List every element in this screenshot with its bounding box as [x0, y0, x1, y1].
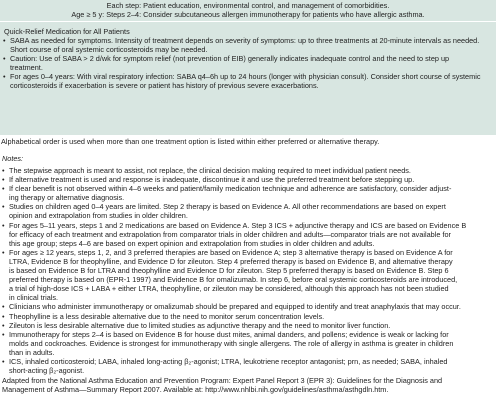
note-line: in clinical trials. — [9, 293, 59, 303]
note-line: • Theophylline is a less desirable alternative due to the need to monitor serum concentration levels. — [9, 311, 325, 321]
quick-relief-item — [0, 36, 496, 54]
citation-line: Management of Asthma—Summary Report 2007. Available at: http://www.nhlbi.nih.gov/guidelines/asthma/asthgdln.htm. — [2, 385, 389, 395]
note-line: • Clinicians who administer immunotherapy or omalizumab should be prepared and equipped to identify and treat anaphylaxis that may occur. — [9, 302, 461, 312]
note-line: opinion and extrapolation from studies in older children. — [9, 211, 188, 221]
note-line: for efficacy of each treatment and extrapolation from comparator trials in older children and adults—comparator trials are not available for — [9, 229, 451, 239]
note-line: than in adults. — [9, 347, 55, 357]
note-item — [1, 302, 496, 311]
note-line: • Studies on children aged 0–4 years are limited. Step 2 therapy is based on Evidence A. All other recommendations are based on expert — [9, 202, 446, 212]
note-item — [1, 166, 496, 175]
note-line: • ICS, inhaled corticosteroid; LABA, inhaled long-acting β₂-agonist; LTRA, leukotriene receptor antagonist; prn, as needed; SABA, inhaled — [9, 356, 448, 366]
note-line: is based on Evidence B for LTRA and theophylline and Evidence D for zileuton. Step 5 preferred therapy is based on Evidence B. Step 6 — [9, 266, 449, 276]
note-line: • Zileuton is less desirable alternative due to limited studies as adjunctive therapy and the need to monitor liver function. — [9, 320, 391, 330]
note-line: • If alternative treatment is used and response is inadequate, discontinue it and use the preferred treatment before stepping up. — [9, 175, 415, 185]
quick-relief-title: Quick-Relief Medication for All Patients — [4, 27, 130, 36]
quick-relief-line: • SABA as needed for symptoms. Intensity of treatment depends on severity of symptoms: up to three treatments at 20-minute intervals as needed. — [10, 36, 480, 45]
quick-relief-item — [0, 54, 496, 72]
note-item — [1, 357, 496, 375]
quick-relief-item — [0, 72, 496, 90]
source-citation — [1, 376, 496, 394]
note-line: • For ages ≥ 12 years, steps 1, 2, and 3 preferred therapies are based on Evidence A; step 3 alternative therapy is based on Evidence A for — [9, 247, 453, 257]
each-step-line: Each step: Patient education, environmental control, and management of comorbidities. — [106, 1, 390, 10]
note-line: molds and cockroaches. Evidence is strongest for immunotherapy with single allergens. The role of allergy in asthma is greater in children — [9, 338, 454, 348]
note-item — [1, 312, 496, 321]
note-line: a trial of high-dose ICS + LABA + either LTRA, theophylline, or zileuton may be considered, although this approach has not been studied — [9, 284, 449, 294]
quick-relief-line: • For ages 0–4 years: With viral respiratory infection: SABA q4–6h up to 24 hours (longer with physician consult). Consider short course of systemic — [10, 72, 481, 81]
notes-heading: Notes: — [2, 154, 24, 163]
note-line: short-acting β₂-agonist. — [9, 366, 85, 376]
note-item — [1, 184, 496, 202]
guidelines-box — [0, 0, 496, 135]
note-item — [1, 330, 496, 357]
quick-relief-line: Short course of oral systemic corticosteroids may be needed. — [10, 45, 208, 54]
quick-relief-line: treatment. — [10, 63, 43, 72]
note-item — [1, 202, 496, 220]
note-item — [1, 175, 496, 184]
quick-relief-line: corticosteroids if exacerbation is severe or patient has history of previous severe exacerbations. — [10, 81, 319, 90]
quick-relief-list — [0, 36, 496, 90]
alphabetical-order-line: Alphabetical order is used when more than one treatment option is listed within either preferred or alternative therapy. — [1, 137, 380, 146]
note-line: • Immunotherapy for steps 2–4 is based on Evidence B for house dust mites, animal danders, and pollens; evidence is weak or lacking for — [9, 329, 449, 339]
divider — [0, 21, 496, 22]
note-item — [1, 221, 496, 248]
note-item — [1, 321, 496, 330]
citation-line: Adapted from the National Asthma Education and Prevention Program: Expert Panel Report 3 (EPR 3): Guidelines for the Diagnosis and — [2, 376, 443, 386]
notes-list — [1, 166, 496, 375]
note-line: • The stepwise approach is meant to assist, not replace, the clinical decision making required to meet individual patient needs. — [9, 166, 411, 175]
quick-relief-line: • Caution: Use of SABA > 2 d/wk for symptom relief (not prevention of EIB) generally indicates inadequate control and the need to step up — [10, 54, 450, 63]
note-line: LTRA, Evidence B for theophylline, and Evidence D for zileuton. Step 4 preferred therapy is based on Evidence B, and alternative therapy — [9, 256, 453, 266]
note-line: • For ages 5–11 years, steps 1 and 2 medications are based on Evidence A. Step 3 ICS + adjunctive therapy and ICS are based on Evidence B — [9, 220, 467, 230]
note-line: this age group; steps 4–6 are based on expert opinion and extrapolation from studies in older children and adults. — [9, 238, 375, 248]
note-line: ing therapy or alternative diagnosis. — [9, 193, 125, 203]
note-item — [1, 248, 496, 303]
notes-section — [0, 137, 496, 394]
note-line: • If clear benefit is not observed within 4–6 weeks and patient/family medication technique and adherence are satisfactory, consider adjust- — [9, 184, 452, 194]
age-step-line: Age ≥ 5 y: Steps 2–4: Consider subcutaneous allergen immunotherapy for patients who have allergic asthma. — [71, 10, 425, 19]
note-line: preferred therapy is based on (EPR-1 1997) and Evidence B for omalizumab. In step 6, before oral systemic corticosteroids are introduced, — [9, 275, 458, 285]
